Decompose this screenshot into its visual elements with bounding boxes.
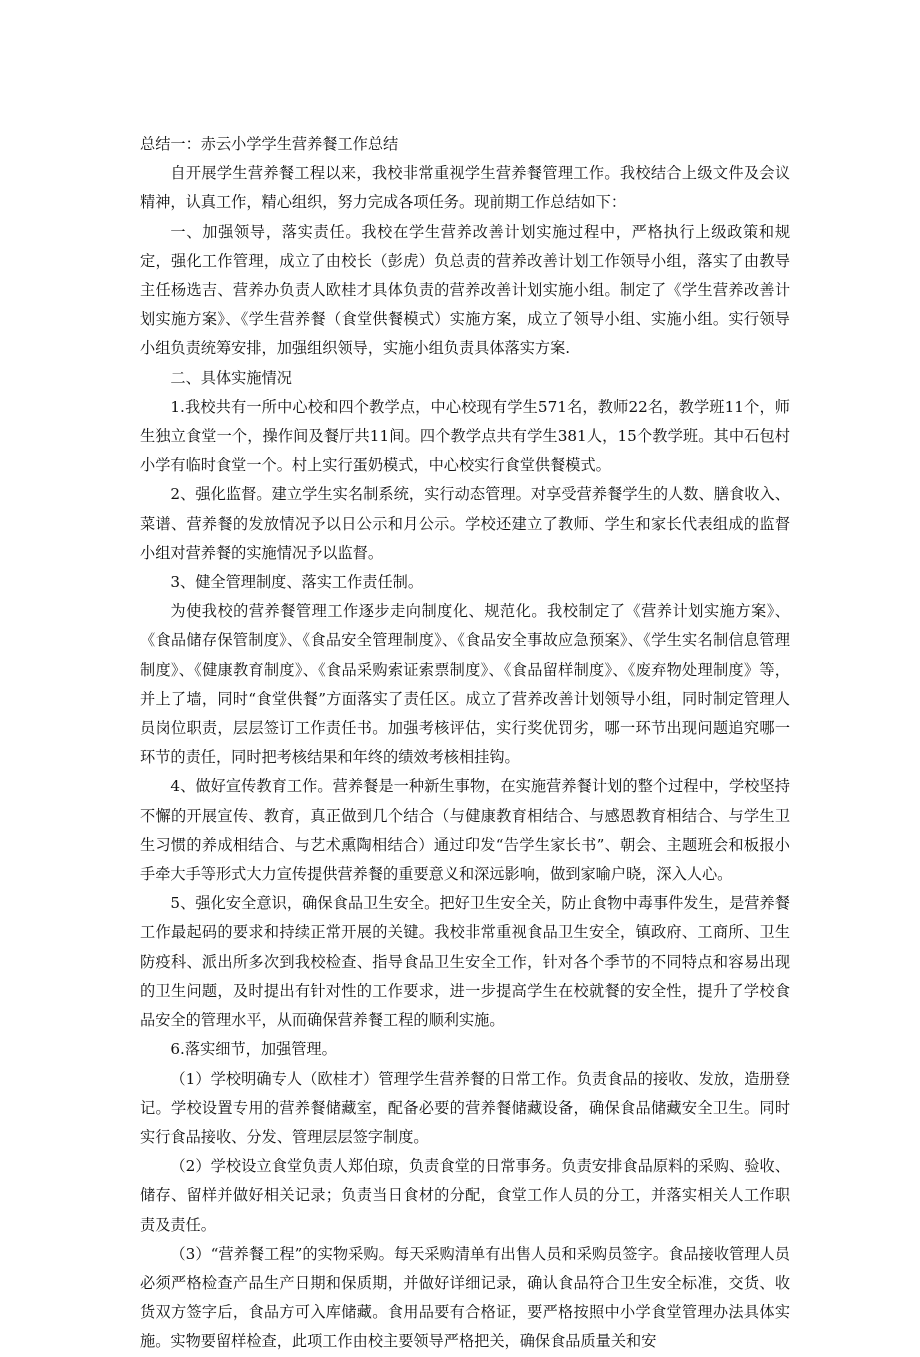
paragraph-intro: 自开展学生营养餐工程以来，我校非常重视学生营养餐管理工作。我校结合上级文件及会议精神，认真工作，精心组织，努力完成各项任务。现前期工作总结如下： xyxy=(140,164,790,212)
paragraph-detail-3: （3）“营养餐工程”的实物采购。每天采购清单有出售人员和采购员签字。食品接收管理人员必须严格检查产品生产日期和保质期，并做好详细记录，确认食品符合卫生安全标准，交货、收货双方签字后，食品方可入库储藏。食用品要有合格证，要严格按照中小学食堂管理办法具体实施。实物要留样检查，此项工作由校主要领导严格把关，确保食品质量关和安 xyxy=(140,1244,790,1351)
paragraph-detail-2: （2）学校设立食堂负责人郑伯琼，负责食堂的日常事务。负责安排食品原料的采购、验收、储存、留样并做好相关记录；负责当日食材的分配，食堂工作人员的分工，并落实相关人工作职责及责任。 xyxy=(140,1157,790,1234)
document-title: 总结一：赤云小学学生营养餐工作总结 xyxy=(140,135,399,153)
paragraph-regulations: 为使我校的营养餐管理工作逐步走向制度化、规范化。我校制定了《营养计划实施方案》、《食品储存保管制度》、《食品安全管理制度》、《食品安全事故应急预案》、《学生实名制信息管理制度》、《健康教育制度》、《食品采购索证索票制度》、《食品留样制度》、《废弃物处理制度》等，并上了墙，同时“食堂供餐”方面落实了责任区。成立了营养改善计划领导小组，同时制定管理人员岗位职责，层层签订工作责任书。加强考核评估，实行奖优罚劣，哪一环节出现问题追究哪一环节的责任，同时把考核结果和年终的绩效考核相挂钩。 xyxy=(140,602,790,767)
paragraph-heading-management-system: 3、健全管理制度、落实工作责任制。 xyxy=(170,573,424,592)
paragraph-heading-implementation: 二、具体实施情况 xyxy=(170,368,292,387)
document-body xyxy=(140,130,790,1357)
paragraph-leadership: 一、加强领导，落实责任。我校在学生营养改善计划实施过程中，严格执行上级政策和规定，强化工作管理，成立了由校长（彭虎）负总责的营养改善计划工作领导小组，落实了由教导主任杨选吉、营养办负责人欧桂才具体负责的营养改善计划实施小组。制定了《学生营养改善计划实施方案》、《学生营养餐（食堂供餐模式）实施方案，成立了领导小组、实施小组。实行领导小组负责统筹安排，加强组织领导，实施小组负责具体落实方案. xyxy=(140,222,790,358)
paragraph-school-overview: 1.我校共有一所中心校和四个教学点，中心校现有学生571名，教师22名，教学班11个，师生独立食堂一个，操作间及餐厅共11间。四个教学点共有学生381人，15个教学班。其中石包村小学有临时食堂一个。村上实行蛋奶模式，中心校实行食堂供餐模式。 xyxy=(140,397,790,475)
paragraph-food-safety: 5、强化安全意识，确保食品卫生安全。把好卫生安全关，防止食物中毒事件发生，是营养餐工作最起码的要求和持续正常开展的关键。我校非常重视食品卫生安全，镇政府、工商所、卫生防疫科、派出所多次到我校检查、指导食品卫生安全工作，针对各个季节的不同特点和容易出现的卫生问题，及时提出有针对性的工作要求，进一步提高学生在校就餐的安全性，提升了学校食品安全的管理水平，从而确保营养餐工程的顺利实施。 xyxy=(140,894,790,1030)
paragraph-publicity: 4、做好宣传教育工作。营养餐是一种新生事物，在实施营养餐计划的整个过程中，学校坚持不懈的开展宣传、教育，真正做到几个结合（与健康教育相结合、与感恩教育相结合、与学生卫生习惯的养成相结合、与艺术熏陶相结合）通过印发“告学生家长书”、朝会、主题班会和板报小手牵大手等形式大力宣传提供营养餐的重要意义和深远影响，做到家喻户晓，深入人心。 xyxy=(140,777,790,884)
paragraph-detail-1: （1）学校明确专人（欧桂才）管理学生营养餐的日常工作。负责食品的接收、发放，造册登记。学校设置专用的营养餐储藏室，配备必要的营养餐储藏设备，确保食品储藏安全卫生。同时实行食品接收、分发、管理层层签字制度。 xyxy=(140,1069,790,1146)
paragraph-heading-details: 6.落实细节，加强管理。 xyxy=(170,1040,337,1059)
paragraph-supervision: 2、强化监督。建立学生实名制系统，实行动态管理。对享受营养餐学生的人数、膳食收入、菜谱、营养餐的发放情况予以日公示和月公示。学校还建立了教师、学生和家长代表组成的监督小组对营养餐的实施情况予以监督。 xyxy=(140,485,790,562)
